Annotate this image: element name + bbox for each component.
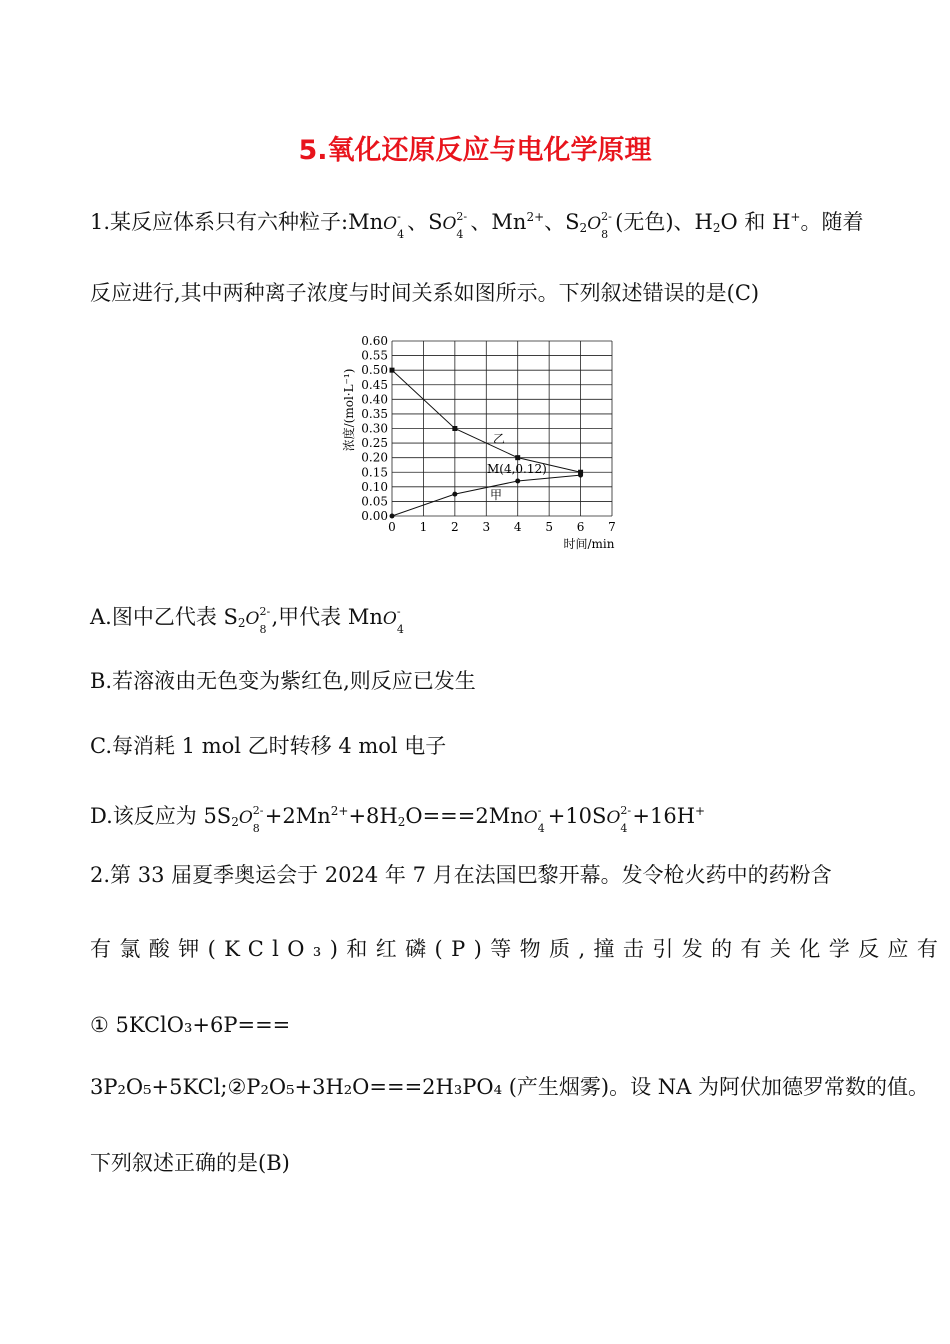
q2-line5: 下列叙述正确的是(B): [90, 1151, 290, 1175]
q2-line1: 2.第 33 届夏季奥运会于 2024 年 7 月在法国巴黎开幕。发令枪火药中的药粉含: [90, 863, 832, 887]
x-tick-label: 5: [545, 520, 553, 534]
y-tick-label: 0.40: [361, 392, 388, 407]
y-axis-label: 浓度/(mol·L⁻¹): [342, 368, 356, 452]
x-axis-label: 时间/min: [563, 537, 615, 551]
y-tick-label: 0.20: [361, 450, 388, 465]
q2-line4: 3P₂O₅+5KCl;②P₂O₅+3H₂O===2H₃PO₄ (产生烟雾)。设 NA 为阿伏加德罗常数的值。: [90, 1075, 929, 1099]
q1-line1: 1.某反应体系只有六种粒子:MnO - 4 、SO 2- 4 、$Mn^{2+}$、$S_2O$ 2- 8 (无色)、$H_2O$ 和 H+。随着: [90, 210, 864, 241]
x-tick-label: 4: [513, 520, 522, 534]
data-point: [578, 473, 583, 478]
x-tick-label: 7: [608, 520, 616, 534]
concentration-time-chart: [335, 330, 635, 555]
option-c: C.每消耗 1 mol 乙时转移 4 mol 电子: [90, 734, 447, 758]
y-tick-label: 0.45: [361, 377, 388, 392]
data-point: [390, 368, 395, 373]
q1-line2: 反应进行,其中两种离子浓度与时间关系如图所示。下列叙述错误的是(C): [90, 281, 760, 305]
q2-line2: 有氯酸钾(KClO₃)和红磷(P)等物质,撞击引发的有关化学反应有: [90, 937, 947, 961]
data-point: [452, 492, 457, 497]
series-label-jia: 甲: [490, 488, 503, 502]
point-annotation: M(4,0.12): [487, 462, 547, 476]
y-tick-label: 0.15: [361, 465, 388, 480]
option-a: A.图中乙代表 $S_2O$ 2- 8 ,甲代表 MnO - 4: [90, 605, 404, 636]
x-tick-label: 1: [419, 520, 428, 534]
page-title: 5.氧化还原反应与电化学原理: [298, 135, 652, 166]
x-tick-label: 6: [576, 520, 585, 534]
x-tick-label: 0: [388, 520, 396, 534]
y-tick-label: 0.00: [361, 509, 388, 523]
x-tick-label: 2: [451, 520, 459, 534]
option-b: B.若溶液由无色变为紫红色,则反应已发生: [90, 669, 476, 693]
y-tick-label: 0.25: [361, 436, 388, 451]
y-tick-label: 0.55: [361, 348, 388, 363]
y-tick-label: 0.30: [361, 421, 388, 436]
chart-ticks: [361, 334, 616, 534]
data-point: [390, 514, 395, 519]
y-tick-label: 0.10: [361, 479, 388, 494]
y-tick-label: 0.35: [361, 406, 388, 421]
y-tick-label: 0.50: [361, 363, 388, 378]
option-d: D.该反应为 $5S_2O$ 2- 8 $+2Mn^{2+}+8H_2O===2MnO$ - 4 +10SO 2- 4 +16H+: [90, 804, 706, 835]
data-point: [452, 426, 457, 431]
x-tick-label: 3: [482, 520, 491, 534]
series-label-yi: 乙: [493, 432, 506, 446]
q2-line3: ① 5KClO₃+6P===: [90, 1013, 291, 1037]
y-tick-label: 0.05: [361, 494, 388, 509]
data-point: [515, 479, 520, 484]
y-tick-label: 0.60: [361, 334, 388, 348]
data-point: [515, 455, 520, 460]
